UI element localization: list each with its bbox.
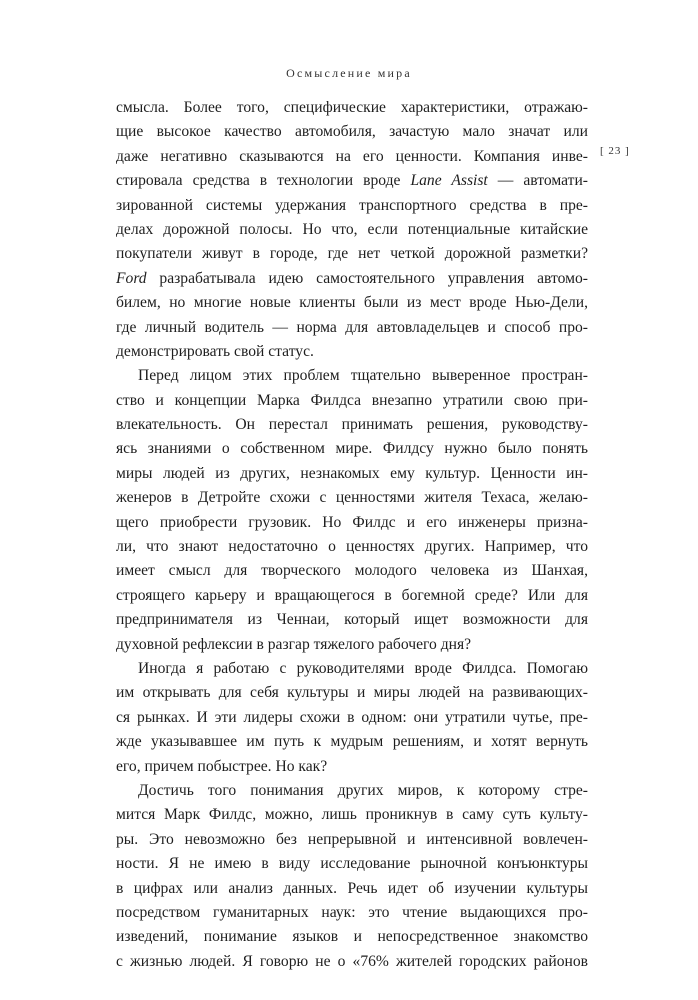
running-head: Осмысление мира (286, 66, 412, 80)
text-line: демонстрировать свой статус. (116, 342, 314, 360)
text-line: посредством гуманитарных наук: это чтение выдающихся про- (116, 903, 588, 921)
text-line: щего приобрести грузовик. Но Филдс и его инженеры призна- (116, 513, 588, 531)
body-text (116, 96, 588, 974)
text-line: изведений, понимание языков и непосредственное знакомство (116, 928, 588, 946)
text-line: с жизнью людей. Я говорю не о «76% жителей городских районов (116, 952, 588, 970)
text-line: им открывать для себя культуры и миры людей на развивающих- (116, 684, 588, 702)
text-line: влекательность. Он перестал принимать решения, руководству- (116, 416, 588, 434)
text-line: билем, но многие новые клиенты были из мест вроде Нью-Дели, (116, 294, 588, 312)
text-line: делах дорожной полосы. Но что, если потенциальные китайские (116, 220, 588, 238)
text-line: стировала средства в технологии вроде Lane Assist — автомати- (116, 172, 589, 190)
text-line: миры людей из других, незнакомых ему культур. Ценности ин- (116, 464, 588, 482)
text-line: покупатели живут в городе, где нет четкой дорожной разметки? (116, 245, 588, 263)
text-line: ры. Это невозможно без непрерывной и интенсивной вовлечен- (116, 830, 588, 848)
text-line: Ford разрабатывала идею самостоятельного управления автомо- (116, 269, 588, 287)
text-line: Иногда я работаю с руководителями вроде Филдса. Помогаю (138, 659, 588, 677)
text-line: ясь знаниями о собственном мире. Филдсу нужно было понять (116, 440, 588, 458)
text-line: щие высокое качество автомобиля, зачастую мало значат или (116, 123, 588, 141)
text-line: в цифрах или анализ данных. Речь идет об изучении культуры (116, 879, 588, 897)
text-line: ство и концепции Марка Филдса внезапно утратили свою при- (116, 391, 588, 409)
italic-term: Ford (116, 269, 147, 287)
text-line: духовной рефлексии в разгар тяжелого рабочего дня? (116, 635, 472, 653)
text-line: Перед лицом этих проблем тщательно выверенное простран- (138, 367, 588, 385)
text-line: мится Марк Филдс, можно, лишь проникнув в саму суть культу- (116, 806, 588, 824)
text-line: зированной системы удержания транспортного средства в пре- (116, 196, 588, 214)
text-line: его, причем побыстрее. Но как? (116, 757, 328, 775)
text-line: ся рынках. И эти лидеры схожи в одном: они утратили чутье, пре- (116, 708, 588, 726)
text-line: предпринимателя из Ченнаи, который ищет возможности для (116, 611, 588, 629)
text-line: даже негативно сказываются на его ценности. Компания инве- (116, 147, 588, 165)
text-line: жде указывавшее им путь к мудрым решениям, и хотят вернуть (116, 733, 588, 751)
text-line: ли, что знают недостаточно о ценностях других. Например, что (116, 538, 588, 556)
text-line: где личный водитель — норма для автовладельцев и способ про- (116, 318, 588, 336)
text-line: строящего карьеру и вращающегося в богемной среде? Или для (116, 586, 588, 604)
italic-term: Lane Assist (410, 172, 488, 190)
page-number: [ 23 ] (600, 145, 630, 157)
text-line: Достичь того понимания других миров, к которому стре- (138, 781, 588, 799)
text-line: ности. Я не имею в виду исследование рыночной конъюнктуры (116, 855, 588, 873)
text-line: смысла. Более того, специфические характеристики, отражаю- (116, 99, 588, 116)
text-line: имеет смысл для творческого молодого человека из Шанхая, (116, 562, 588, 580)
text-line: женеров в Детройте схожи с ценностями жителя Техаса, желаю- (116, 489, 588, 507)
